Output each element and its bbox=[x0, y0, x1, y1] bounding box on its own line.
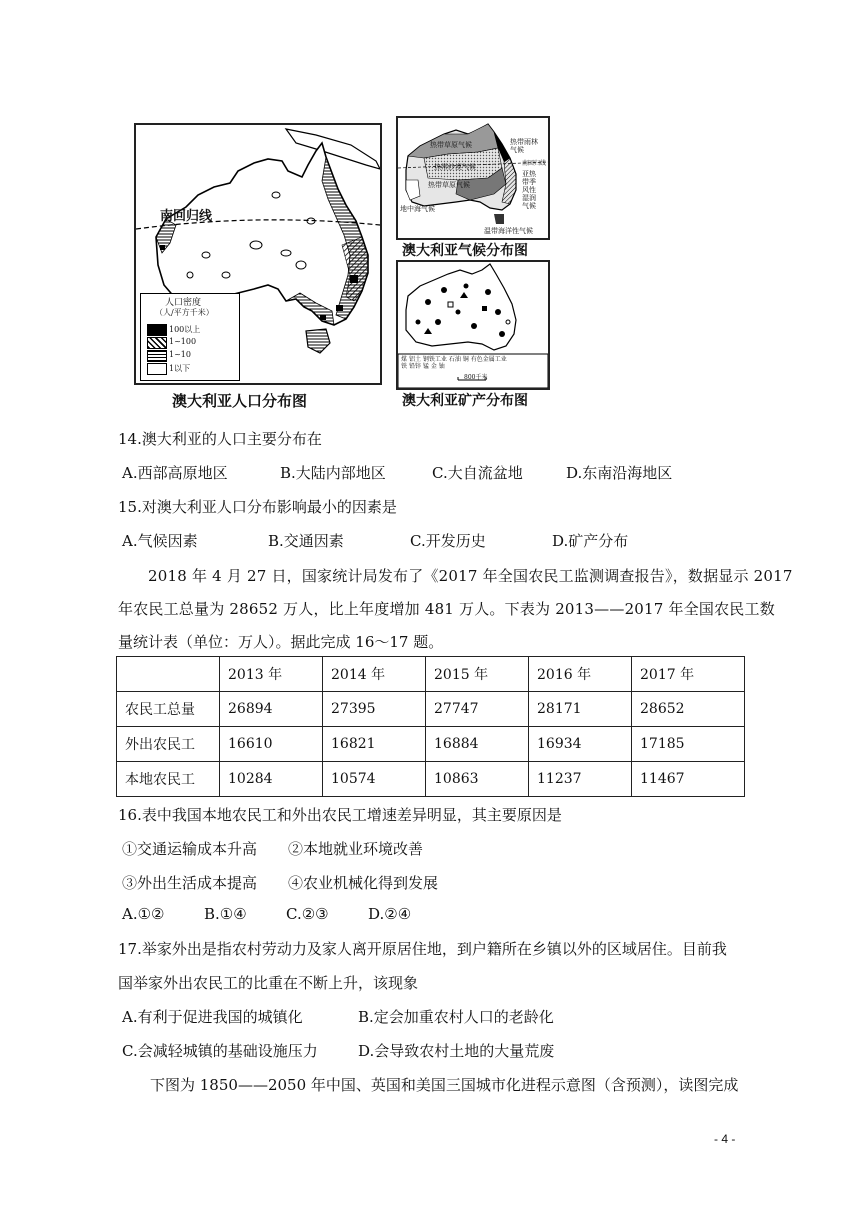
tropic-label: 南回归线 bbox=[160, 209, 213, 224]
table-cell: 28171 bbox=[529, 692, 632, 727]
mineral-gold: 金 bbox=[430, 363, 437, 370]
q15-option-c: C.开发历史 bbox=[410, 532, 486, 550]
legend-title: 人口密度 bbox=[165, 298, 202, 308]
q17-stem-line1: 17.举家外出是指农村劳动力及家人离开原居住地，到户籍所在乡镇以外的区域居住。目前我 bbox=[118, 940, 727, 958]
climate-label-rainforest: 热带雨林气候 bbox=[510, 138, 538, 154]
q17-stem-line2: 国举家外出农民工的比重在不断上升，该现象 bbox=[118, 974, 419, 992]
table-cell: 16884 bbox=[426, 727, 529, 762]
q16-option-c: C.②③ bbox=[286, 905, 329, 923]
legend-unit: （人/平方千米） bbox=[155, 308, 214, 317]
table-row bbox=[117, 727, 745, 762]
q16-stem: 16.表中我国本地农民工和外出农民工增速差异明显，其主要原因是 bbox=[118, 806, 562, 824]
passage2: 下图为 1850——2050 年中国、英国和美国三国城市化进程示意图（含预测），读图完成 bbox=[150, 1076, 739, 1094]
mineral-leadzinc: 铅锌 bbox=[408, 363, 421, 370]
table-header-cell: 2015 年 bbox=[426, 657, 529, 692]
q16-item-2: ②本地就业环境改善 bbox=[288, 840, 424, 858]
q16-option-d: D.②④ bbox=[368, 905, 412, 923]
q16-item-4: ④农业机械化得到发展 bbox=[288, 874, 439, 892]
table-cell: 26894 bbox=[220, 692, 323, 727]
table-header-cell: 2017 年 bbox=[632, 657, 745, 692]
q15-option-d: D.矿产分布 bbox=[552, 532, 629, 550]
table-cell: 10863 bbox=[426, 762, 529, 797]
table-row bbox=[117, 762, 745, 797]
q14-stem: 14.澳大利亚的人口主要分布在 bbox=[118, 430, 322, 448]
table-header-cell: 2014 年 bbox=[323, 657, 426, 692]
table-cell: 11467 bbox=[632, 762, 745, 797]
legend-swatch-white bbox=[147, 363, 167, 375]
q15-stem: 15.对澳大利亚人口分布影响最小的因素是 bbox=[118, 498, 397, 516]
legend-swatch-diag bbox=[147, 337, 167, 349]
q17-option-c: C.会减轻城镇的基础设施压力 bbox=[122, 1042, 318, 1060]
q16-option-b: B.①④ bbox=[204, 905, 247, 923]
population-map-caption: 澳大利亚人口分布图 bbox=[172, 392, 308, 410]
q15-option-a: A.气候因素 bbox=[122, 532, 198, 550]
climate-label-grassland-2: 热带草原气候 bbox=[428, 181, 470, 189]
passage1-line1: 2018 年 4 月 27 日，国家统计局发布了《2017 年全国农民工监测调查报告》，数据显示 2017 bbox=[148, 567, 793, 585]
table-cell: 17185 bbox=[632, 727, 745, 762]
table-header-cell: 2016 年 bbox=[529, 657, 632, 692]
legend-swatch-horiz bbox=[147, 350, 167, 362]
q17-option-b: B.定会加重农村人口的老龄化 bbox=[358, 1008, 554, 1026]
table-cell: 16934 bbox=[529, 727, 632, 762]
table-cell: 农民工总量 bbox=[117, 692, 220, 727]
legend-item-3: 1~10 bbox=[169, 350, 191, 359]
mineral-nonferrous: 有色金属工业 bbox=[470, 356, 507, 363]
climate-label-desert: 热带沙漠气候 bbox=[434, 163, 476, 171]
table-cell: 28652 bbox=[632, 692, 745, 727]
legend-item-2: 1~100 bbox=[169, 337, 197, 346]
q17-option-a: A.有利于促进我国的城镇化 bbox=[122, 1008, 303, 1026]
legend-item-1: 100以上 bbox=[169, 325, 201, 334]
table-cell: 27395 bbox=[323, 692, 426, 727]
legend-item-4: 1以下 bbox=[169, 364, 191, 373]
q17-option-d: D.会导致农村土地的大量荒废 bbox=[358, 1042, 555, 1060]
table-header-cell bbox=[117, 657, 220, 692]
migrant-worker-table bbox=[116, 656, 745, 797]
mineral-bauxite: 铝土 bbox=[408, 356, 421, 363]
table-cell: 11237 bbox=[529, 762, 632, 797]
table-cell: 16821 bbox=[323, 727, 426, 762]
climate-label-tropic: 南回归线 bbox=[522, 160, 547, 167]
q15-option-b: B.交通因素 bbox=[268, 532, 344, 550]
population-legend bbox=[140, 293, 240, 381]
table-cell: 16610 bbox=[220, 727, 323, 762]
table-cell: 外出农民工 bbox=[117, 727, 220, 762]
table-cell: 本地农民工 bbox=[117, 762, 220, 797]
passage1-line3: 量统计表（单位：万人）。据此完成 16～17 题。 bbox=[118, 633, 444, 651]
table-header-row bbox=[117, 657, 745, 692]
q16-item-3: ③外出生活成本提高 bbox=[122, 874, 258, 892]
climate-label-temperate: 温带海洋性气候 bbox=[484, 227, 533, 235]
q14-option-d: D.东南沿海地区 bbox=[566, 464, 673, 482]
table-cell: 10574 bbox=[323, 762, 426, 797]
table-header-cell: 2013 年 bbox=[220, 657, 323, 692]
table-row bbox=[117, 692, 745, 727]
mineral-coal: 煤 bbox=[401, 356, 408, 363]
q14-option-a: A.西部高原地区 bbox=[122, 464, 228, 482]
mineral-iron: 铁 bbox=[401, 363, 408, 370]
passage1-line2: 年农民工总量为 28652 万人，比上年度增加 481 万人。下表为 2013——2017 年全国农民工数 bbox=[118, 600, 775, 618]
climate-label-mediterranean: 地中海气候 bbox=[400, 205, 435, 213]
legend-swatch-black bbox=[147, 324, 167, 336]
table-cell: 10284 bbox=[220, 762, 323, 797]
table-cell: 27747 bbox=[426, 692, 529, 727]
population-map bbox=[134, 123, 382, 385]
minerals-legend bbox=[401, 356, 511, 376]
q14-option-c: C.大自流盆地 bbox=[432, 464, 523, 482]
q14-option-b: B.大陆内部地区 bbox=[280, 464, 386, 482]
minerals-map bbox=[396, 260, 550, 390]
minerals-scale: 800千米 bbox=[464, 374, 488, 381]
climate-label-tropical-grassland: 热带草原气候 bbox=[430, 141, 472, 149]
climate-map-caption: 澳大利亚气候分布图 bbox=[402, 243, 528, 259]
q16-option-a: A.①② bbox=[122, 905, 165, 923]
climate-map bbox=[396, 116, 550, 240]
mineral-manganese: 锰 bbox=[422, 363, 429, 370]
minerals-map-caption: 澳大利亚矿产分布图 bbox=[402, 393, 528, 409]
page-number: - 4 - bbox=[714, 1132, 736, 1146]
climate-label-subtropical: 亚热带季风性湿润气候 bbox=[522, 170, 536, 210]
mineral-copper: 铜 bbox=[462, 356, 469, 363]
mineral-uranium: 铀 bbox=[438, 363, 445, 370]
mineral-oil: 石油 bbox=[448, 356, 461, 363]
q16-item-1: ①交通运输成本升高 bbox=[122, 840, 258, 858]
mineral-steel: 钢铁工业 bbox=[422, 356, 447, 363]
